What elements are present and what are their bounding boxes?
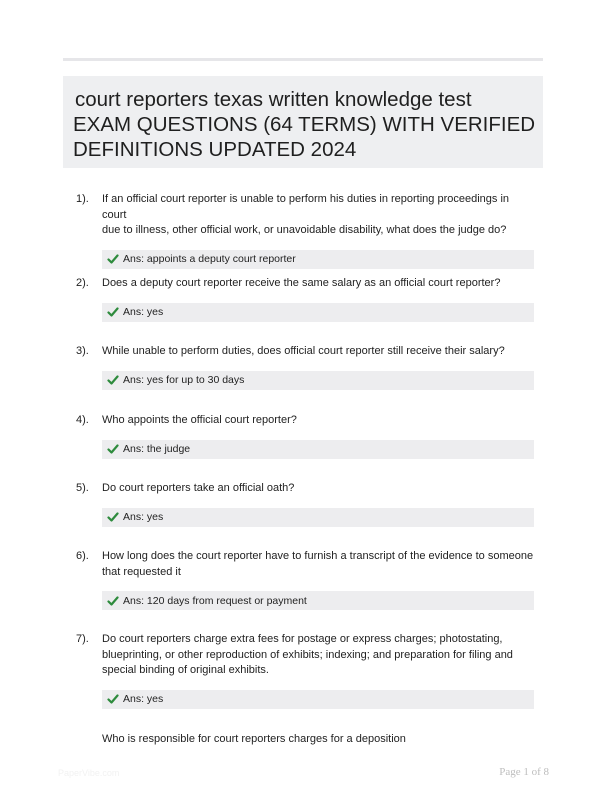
question-line: Do court reporters take an official oath? [102, 482, 295, 494]
question-text [102, 276, 534, 292]
answer-text: Ans: the judge [123, 443, 191, 455]
question-text [102, 413, 534, 429]
question-line: due to illness, other official work, or unavoidable disability, what does the judge do? [102, 224, 507, 236]
question-line: Does a deputy court reporter receive the same salary as an official court reporter? [102, 277, 501, 289]
answer-text: Ans: yes [123, 306, 164, 318]
question-number: 6). [76, 550, 89, 562]
question-item-3 [63, 344, 543, 390]
question-line: special binding of original exhibits. [102, 664, 269, 676]
question-number: 1). [76, 193, 89, 205]
answer-text: Ans: yes [123, 693, 164, 705]
answer-box [102, 440, 534, 459]
question-text-next: Who is responsible for court reporters charges for a deposition [102, 733, 406, 745]
question-number: 7). [76, 633, 89, 645]
answer-box [102, 591, 534, 610]
answer-text: Ans: 120 days from request or payment [123, 594, 307, 607]
answer-box [102, 371, 534, 390]
answer-text: Ans: yes for up to 30 days [123, 374, 245, 386]
question-line: Who appoints the official court reporter? [102, 414, 297, 426]
page-number: Page 1 of 8 [499, 766, 549, 778]
check-icon [107, 306, 119, 318]
answer-box [102, 508, 534, 527]
top-divider [63, 58, 543, 61]
question-number: 4). [76, 414, 89, 426]
check-icon [107, 443, 119, 455]
question-item-1 [63, 192, 543, 269]
title-line-2: EXAM QUESTIONS (64 TERMS) WITH VERIFIED [73, 113, 536, 136]
question-line: If an official court reporter is unable to perform his duties in reporting proceedings in court [102, 193, 510, 221]
title-line-1: court reporters texas written knowledge test [75, 88, 472, 111]
question-line: While unable to perform duties, does official court reporter still receive their salary? [102, 345, 505, 357]
title-line-3: DEFINITIONS UPDATED 2024 [73, 138, 357, 161]
question-text [102, 632, 534, 679]
footer-watermark: PaperVibe.com [58, 768, 120, 778]
question-item-6 [63, 549, 543, 610]
check-icon [107, 253, 119, 265]
question-number: 5). [76, 482, 89, 494]
question-item-2 [63, 276, 543, 322]
question-line: Do court reporters charge extra fees for postage or express charges; photostating, [102, 633, 503, 645]
check-icon [107, 374, 119, 386]
question-line: that requested it [102, 565, 181, 578]
answer-box [102, 303, 534, 322]
question-item-5 [63, 481, 543, 527]
answer-text: Ans: yes [123, 511, 164, 523]
check-icon [107, 511, 119, 523]
check-icon [107, 595, 119, 607]
question-text [102, 192, 534, 239]
question-line: blueprinting, or other reproduction of exhibits; indexing; and preparation for filing and [102, 648, 513, 661]
answer-text: Ans: appoints a deputy court reporter [123, 253, 296, 265]
question-text [102, 344, 534, 360]
question-item-4 [63, 413, 543, 459]
question-number: 2). [76, 277, 89, 289]
document-title [63, 76, 543, 168]
question-text [102, 549, 534, 580]
check-icon [107, 693, 119, 705]
answer-box [102, 250, 534, 269]
question-text [102, 481, 534, 497]
question-item-7 [63, 632, 543, 709]
answer-box [102, 690, 534, 709]
question-number: 3). [76, 345, 89, 357]
question-line: How long does the court reporter have to furnish a transcript of the evidence to someone [102, 550, 534, 562]
